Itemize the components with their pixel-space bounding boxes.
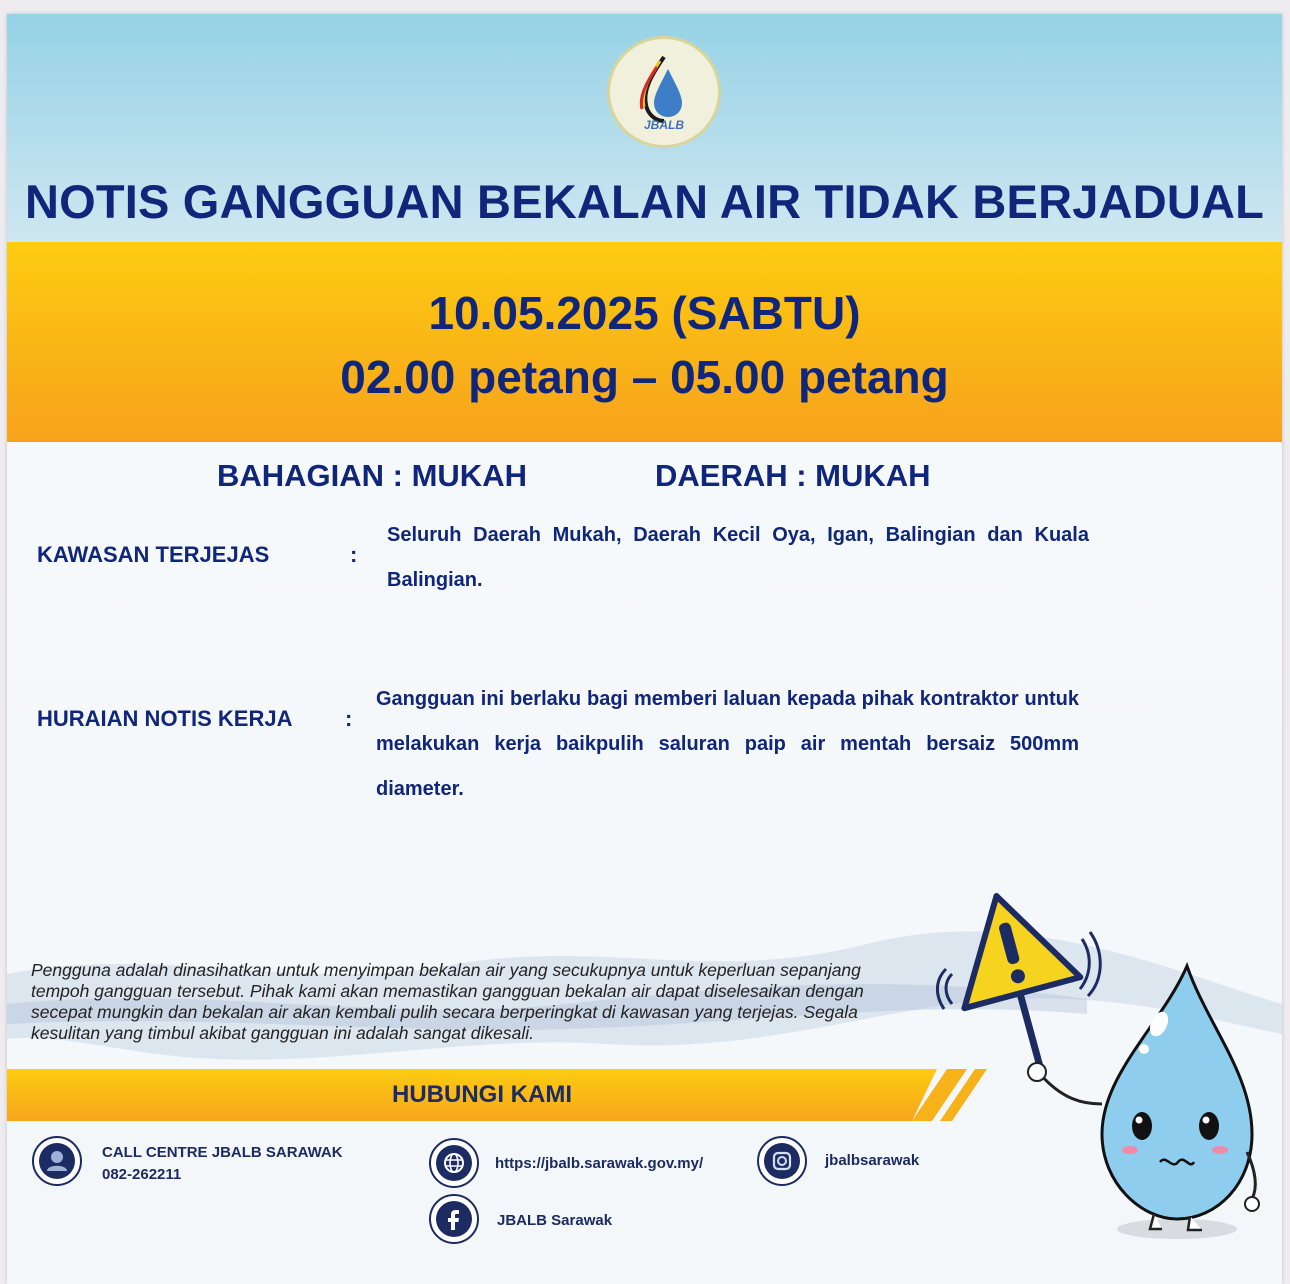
notice-poster <box>7 14 1282 1284</box>
water-drop-mascot <box>922 884 1282 1264</box>
notice-title: NOTIS GANGGUAN BEKALAN AIR TIDAK BERJADUAL <box>24 175 1265 228</box>
website-link[interactable]: https://jbalb.sarawak.gov.my/ <box>495 1155 704 1172</box>
globe-icon <box>429 1138 479 1188</box>
call-centre-phone[interactable]: 082-262211 <box>102 1166 182 1183</box>
jbalb-logo <box>607 36 721 148</box>
work-description-separator: : <box>345 706 353 731</box>
disruption-date: 10.05.2025 (SABTU) <box>428 287 861 339</box>
district-label: DAERAH : MUKAH <box>655 458 931 493</box>
advisory-text: Pengguna adalah dinasihatkan untuk menyimpan bekalan air yang secukupnya untuk keperluan sepanjang tempoh gangguan tersebut. Pihak kami akan memastikan gangguan bekalan air dapat diselesaikan dengan secepat mungkin dan bekalan air akan kembali pulih secara berperingkat di kawasan yang terjejas. Segala kesulitan yang timbul akibat gangguan ini adalah sangat dikesali. <box>31 960 864 1043</box>
facebook-icon <box>429 1194 479 1244</box>
svg-text:JBALB: JBALB <box>643 118 685 132</box>
instagram-handle[interactable]: jbalbsarawak <box>825 1152 920 1169</box>
contact-heading: HUBUNGI KAMI <box>392 1081 572 1108</box>
schedule-band <box>7 242 1282 442</box>
warning-sign-icon <box>939 884 1081 1008</box>
user-icon <box>32 1136 82 1186</box>
affected-area-separator: : <box>350 542 358 567</box>
call-centre-name: CALL CENTRE JBALB SARAWAK <box>102 1144 343 1161</box>
water-drop-logo-icon <box>610 39 718 145</box>
facebook-page[interactable]: JBALB Sarawak <box>497 1212 613 1229</box>
affected-area-value: Seluruh Daerah Mukah, Daerah Kecil Oya, Igan, Balingian dan Kuala Balingian. <box>387 524 1089 591</box>
affected-area-label: KAWASAN TERJEJAS <box>37 542 270 567</box>
instagram-icon <box>757 1136 807 1186</box>
disruption-time: 02.00 petang – 05.00 petang <box>340 351 949 403</box>
division-label: BAHAGIAN : MUKAH <box>217 458 527 493</box>
contact-heading-bar <box>7 1069 907 1121</box>
work-description-label: HURAIAN NOTIS KERJA <box>37 706 293 731</box>
work-description-value: Gangguan ini berlaku bagi memberi laluan kepada pihak kontraktor untuk melakukan kerja baikpulih saluran paip air mentah bersaiz 500mm diameter. <box>376 688 1079 800</box>
